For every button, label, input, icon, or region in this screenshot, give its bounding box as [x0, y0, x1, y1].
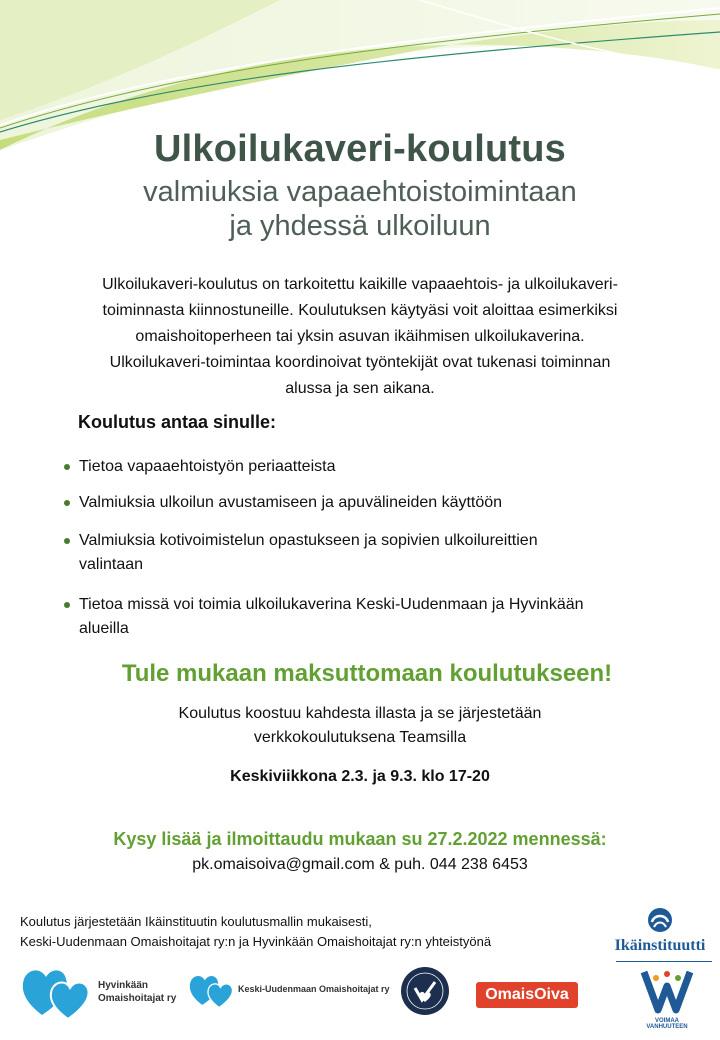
- course-line: verkkokoulutuksena Teamsilla: [253, 729, 467, 746]
- call-to-action: Tule mukaan maksuttomaan koulutukseen!: [121, 660, 613, 687]
- intro-paragraph: [50, 272, 670, 402]
- list-item-text: Valmiuksia ulkoilun avustamiseen ja apuvälineiden käyttöön: [79, 494, 503, 511]
- signup-prompt: Kysy lisää ja ilmoittaudu mukaan su 27.2.2022 mennessä:: [113, 829, 607, 849]
- voimaa-vanhuuteen-logo: [634, 966, 714, 1036]
- list-item-text: Valmiuksia kotivoimistelun opastukseen ja sopivien ulkoilureittien: [79, 532, 538, 549]
- intro-line: toiminnasta kiinnostuneille. Koulutuksen käytyäsi voit aloittaa esimerkiksi: [102, 302, 618, 319]
- bullet-icon: [64, 538, 70, 544]
- list-item: [62, 529, 689, 577]
- ikainstituutti-logo-text: Ikäinstituutti: [614, 937, 706, 954]
- intro-line: omaishoitoperheen tai yksin asuvan ikäihmisen ulkoilukaverina.: [135, 328, 585, 345]
- hearts-icon: [20, 963, 94, 1021]
- keski-uusimaa-omaishoitajat-logo: [188, 970, 388, 1010]
- list-item-text: Tietoa vapaaehtoistyön periaatteista: [79, 458, 336, 475]
- list-item-text-continued: valintaan: [79, 556, 144, 573]
- intro-line: alussa ja sen aikana.: [285, 380, 435, 397]
- ikainstituutti-emblem-icon: [610, 906, 710, 936]
- list-item: [62, 491, 689, 515]
- hyvinkaa-logo-text: [98, 979, 176, 1005]
- bullet-icon: [64, 500, 70, 506]
- list-item: [62, 593, 689, 641]
- intro-line: Ulkoilukaveri-koulutus on tarkoitettu kaikille vapaaehtois- ja ulkoilukaveri-: [102, 276, 618, 293]
- voimaa-vanhuuteen-logo-text: VOIMAA VANHUUTEEN: [646, 1018, 688, 1030]
- logo-text-line: Hyvinkään: [98, 980, 149, 991]
- voimaa-vanhuuteen-emblem-icon: [634, 966, 700, 1016]
- bullet-icon: [64, 464, 70, 470]
- omaisoiva-logo: OmaisOiva: [476, 982, 578, 1008]
- course-description: [0, 702, 720, 750]
- bullet-icon: [64, 602, 70, 608]
- benefits-heading: Koulutus antaa sinulle:: [78, 412, 277, 432]
- hyvinkaa-omaishoitajat-logo: [20, 963, 190, 1023]
- course-dates: Keskiviikkona 2.3. ja 9.3. klo 17-20: [230, 768, 490, 785]
- logo-divider: [616, 961, 712, 962]
- volunteer-seal-icon: [400, 966, 450, 1016]
- footer-line: Keski-Uudenmaan Omaishoitajat ry:n ja Hyvinkään Omaishoitajat ry:n yhteistyönä: [20, 934, 492, 949]
- list-item-text-continued: alueilla: [79, 620, 129, 637]
- keski-uusimaa-logo-text: Keski-Uudenmaan Omaishoitajat ry: [238, 984, 390, 994]
- subtitle-line-1: valmiuksia vapaaehtoistoimintaan: [143, 176, 577, 208]
- footer-note: [20, 912, 620, 952]
- page-title: Ulkoilukaveri-koulutus: [154, 128, 566, 170]
- footer-line: Koulutus järjestetään Ikäinstituutin koulutusmallin mukaisesti,: [20, 914, 372, 929]
- logo-text-line: Omaishoitajat ry: [98, 993, 177, 1004]
- list-item-text: Tietoa missä voi toimia ulkoilukaverina Keski-Uudenmaan ja Hyvinkään: [79, 596, 584, 613]
- hearts-icon: [188, 970, 236, 1010]
- contact-info: pk.omaisoiva@gmail.com & puh. 044 238 6453: [192, 856, 528, 873]
- subtitle-line-2: ja yhdessä ulkoiluun: [229, 210, 491, 242]
- intro-line: Ulkoilukaveri-toimintaa koordinoivat työntekijät ovat tukenasi toiminnan: [109, 354, 611, 371]
- course-line: Koulutus koostuu kahdesta illasta ja se järjestetään: [178, 705, 542, 722]
- list-item: [62, 455, 689, 479]
- ikainstituutti-logo: [610, 906, 720, 966]
